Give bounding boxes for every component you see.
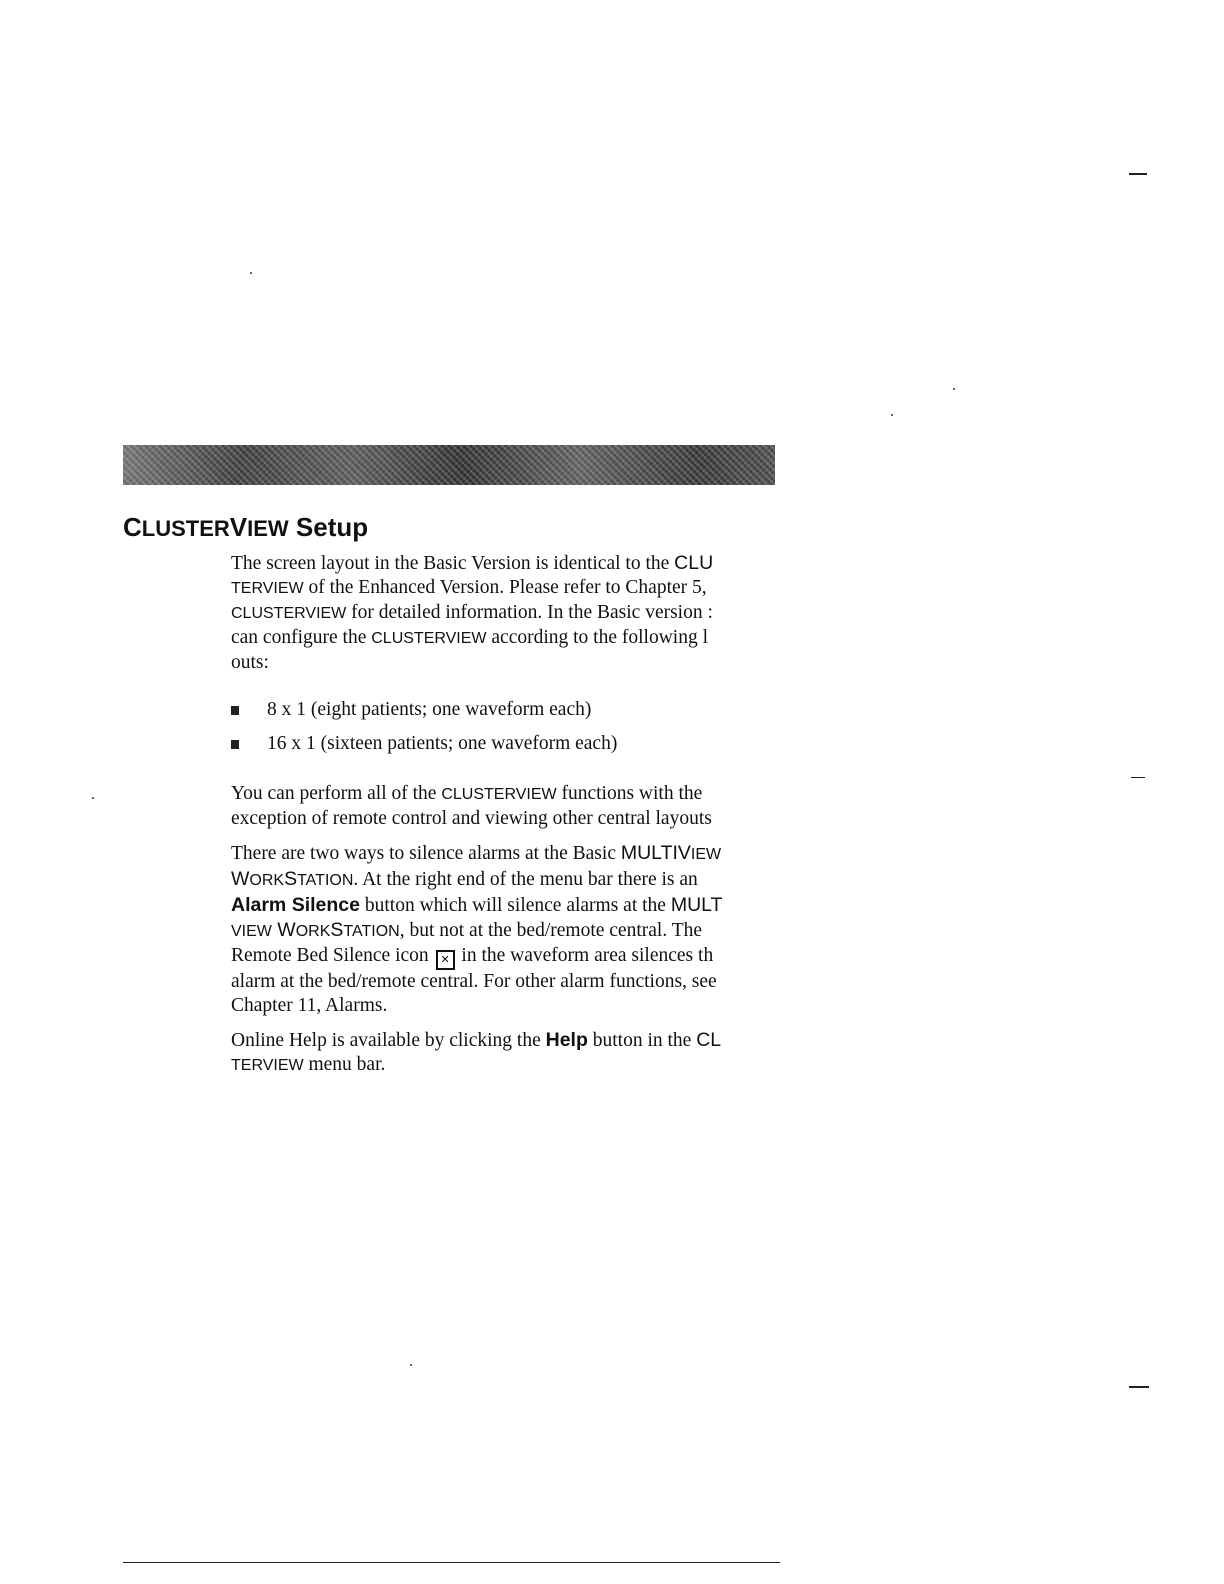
heading-smallcaps: LUSTER bbox=[141, 516, 230, 541]
paragraph-line: alarm at the bed/remote central. For other alarm functions, see bbox=[231, 971, 717, 992]
scan-speck bbox=[410, 1364, 412, 1366]
heading-letter: V bbox=[229, 512, 248, 542]
paragraph-line: Chapter 11, Alarms. bbox=[231, 995, 388, 1016]
bullet-item bbox=[231, 732, 781, 756]
margin-mark bbox=[1129, 173, 1147, 175]
heading-word: Setup bbox=[295, 512, 369, 542]
paragraph-line: VIEW WORKSTATION, but not at the bed/remote central. The bbox=[231, 919, 703, 941]
bullet-text: 16 x 1 (sixteen patients; one waveform each) bbox=[267, 733, 618, 754]
paragraph-line: TERVIEW menu bar. bbox=[231, 1054, 386, 1075]
help-button-label: Help bbox=[545, 1029, 588, 1051]
scan-speck bbox=[953, 388, 955, 390]
bullet-item bbox=[231, 698, 781, 722]
body-column bbox=[231, 551, 781, 1078]
margin-mark bbox=[1131, 777, 1145, 778]
section-banner bbox=[123, 445, 775, 485]
intro-line: CLUSTERVIEW for detailed information. In the Basic version : bbox=[231, 602, 713, 623]
margin-mark bbox=[1129, 1386, 1149, 1388]
intro-line: TERVIEW of the Enhanced Version. Please refer to Chapter 5, bbox=[231, 577, 707, 598]
remote-bed-silence-icon: ✕ bbox=[436, 950, 455, 970]
paragraph-line: WORKSTATION. At the right end of the menu bar there is an bbox=[231, 868, 698, 890]
square-bullet-icon bbox=[231, 740, 239, 749]
footer-rule bbox=[123, 1562, 780, 1563]
paragraph-line: Alarm Silence button which will silence alarms at the MULT bbox=[231, 894, 723, 916]
paragraph-line: Online Help is available by clicking the Help button in the CL bbox=[231, 1029, 722, 1051]
scan-speck bbox=[92, 797, 94, 799]
alarm-silence-button-label: Alarm Silence bbox=[231, 894, 360, 916]
paragraph-line: There are two ways to silence alarms at the Basic MULTIVIEW bbox=[231, 842, 722, 864]
bullet-text: 8 x 1 (eight patients; one waveform each) bbox=[267, 699, 592, 720]
paragraph-line: exception of remote control and viewing other central layouts bbox=[231, 808, 712, 829]
heading-smallcaps: IEW bbox=[247, 516, 289, 541]
scan-speck bbox=[250, 272, 252, 274]
intro-line: The screen layout in the Basic Version is identical to the CLU bbox=[231, 552, 714, 574]
heading-letter: C bbox=[123, 512, 142, 542]
paragraph-line: Remote Bed Silence icon ✕ in the waveform area silences th bbox=[231, 944, 781, 970]
intro-line: outs: bbox=[231, 652, 269, 673]
intro-line: can configure the CLUSTERVIEW according to the following l bbox=[231, 627, 709, 648]
square-bullet-icon bbox=[231, 706, 239, 715]
paragraph-line: You can perform all of the CLUSTERVIEW functions with the bbox=[231, 783, 703, 804]
section-heading bbox=[123, 512, 368, 543]
scan-speck bbox=[891, 414, 893, 416]
